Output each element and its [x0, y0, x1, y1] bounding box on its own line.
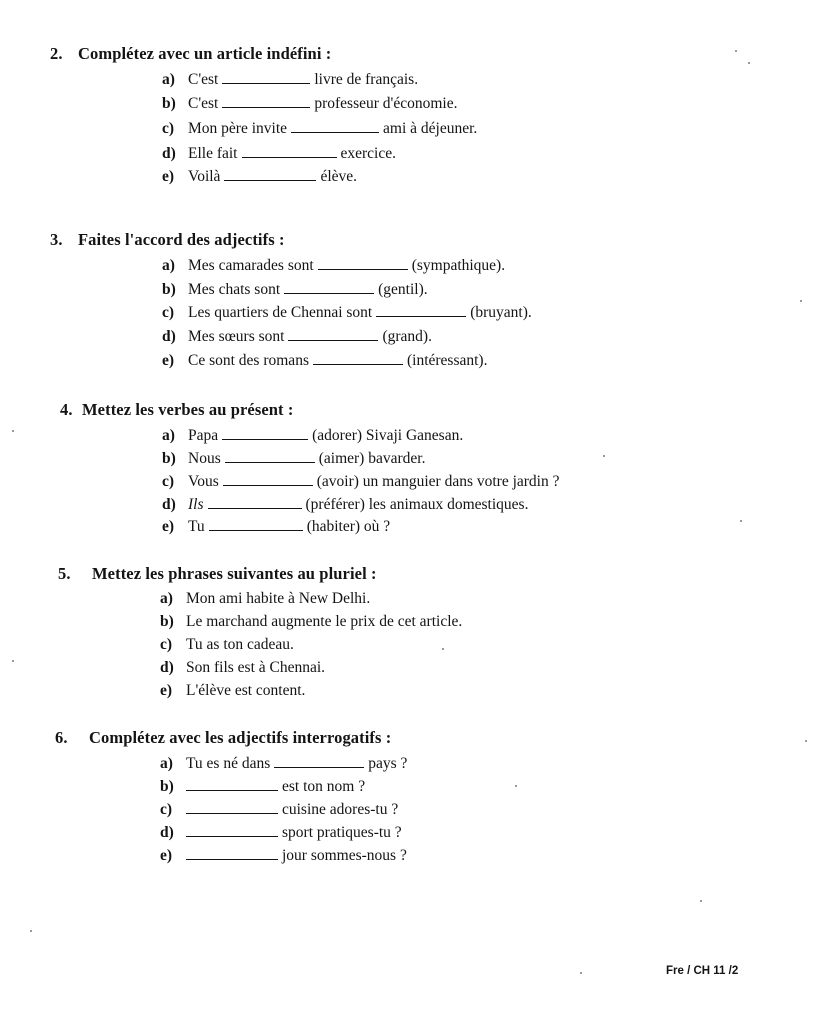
list-item: e) jour sommes-nous ? — [160, 847, 407, 864]
list-item: d) Ils (préférer) les animaux domestiques. — [162, 496, 529, 513]
list-item: b) Mes chats sont (gentil). — [162, 281, 428, 298]
section-number: 3. — [50, 230, 63, 249]
section-title: Complétez avec un article indéfini : — [78, 44, 332, 63]
answer-blank[interactable] — [222, 93, 310, 108]
list-item: d) sport pratiques-tu ? — [160, 824, 402, 841]
list-item: d) Mes sœurs sont (grand). — [162, 328, 432, 345]
section-title: Faites l'accord des adjectifs : — [78, 230, 285, 249]
list-item: c) Vous (avoir) un manguier dans votre jardin ? — [162, 473, 560, 490]
answer-blank[interactable] — [225, 448, 315, 463]
answer-blank[interactable] — [224, 166, 316, 181]
list-item: b) Le marchand augmente le prix de cet article. — [160, 613, 463, 630]
list-item: b) est ton nom ? — [160, 778, 366, 795]
list-item: a) Mon ami habite à New Delhi. — [160, 590, 371, 607]
answer-blank[interactable] — [186, 776, 278, 791]
answer-blank[interactable] — [186, 845, 278, 860]
answer-blank[interactable] — [291, 118, 379, 133]
section-number: 6. — [55, 728, 68, 747]
answer-blank[interactable] — [288, 326, 378, 341]
list-item: a) Tu es né dans pays ? — [160, 755, 408, 772]
list-item: d) Elle fait exercice. — [162, 145, 396, 162]
list-item: c) cuisine adores-tu ? — [160, 801, 399, 818]
answer-blank[interactable] — [242, 143, 337, 158]
list-item: b) C'est professeur d'économie. — [162, 95, 458, 112]
section-5-heading — [58, 564, 377, 584]
answer-blank[interactable] — [222, 69, 310, 84]
answer-blank[interactable] — [318, 255, 408, 270]
answer-blank[interactable] — [284, 279, 374, 294]
section-title: Complétez avec les adjectifs interrogatifs : — [89, 728, 392, 747]
answer-blank[interactable] — [208, 494, 302, 509]
list-item: e) Tu (habiter) où ? — [162, 518, 391, 535]
section-4-heading — [60, 400, 293, 420]
list-item: e) Ce sont des romans (intéressant). — [162, 352, 488, 369]
list-item: e) L'élève est content. — [160, 682, 306, 699]
list-item: e) Voilà élève. — [162, 168, 358, 185]
list-item: c) Mon père invite ami à déjeuner. — [162, 120, 478, 137]
section-title: Mettez les verbes au présent : — [82, 400, 294, 419]
section-number: 2. — [50, 44, 63, 63]
list-item: a) Mes camarades sont (sympathique). — [162, 257, 506, 274]
section-title: Mettez les phrases suivantes au pluriel : — [92, 564, 377, 583]
answer-blank[interactable] — [186, 822, 278, 837]
list-item: c) Les quartiers de Chennai sont (bruyant). — [162, 304, 532, 321]
answer-blank[interactable] — [223, 471, 313, 486]
page-footer-code: Fre / CH 11 /2 — [666, 965, 739, 977]
section-2-heading — [50, 44, 331, 64]
answer-blank[interactable] — [186, 799, 278, 814]
answer-blank[interactable] — [222, 425, 308, 440]
list-item: a) C'est livre de français. — [162, 71, 419, 88]
section-number: 5. — [58, 564, 71, 583]
answer-blank[interactable] — [274, 753, 364, 768]
list-item: d) Son fils est à Chennai. — [160, 659, 326, 676]
list-item: b) Nous (aimer) bavarder. — [162, 450, 426, 467]
list-item: c) Tu as ton cadeau. — [160, 636, 294, 653]
section-number: 4. — [60, 400, 73, 419]
answer-blank[interactable] — [209, 516, 303, 531]
section-6-heading — [55, 728, 391, 748]
answer-blank[interactable] — [376, 302, 466, 317]
answer-blank[interactable] — [313, 350, 403, 365]
section-3-heading — [50, 230, 285, 250]
list-item: a) Papa (adorer) Sivaji Ganesan. — [162, 427, 464, 444]
